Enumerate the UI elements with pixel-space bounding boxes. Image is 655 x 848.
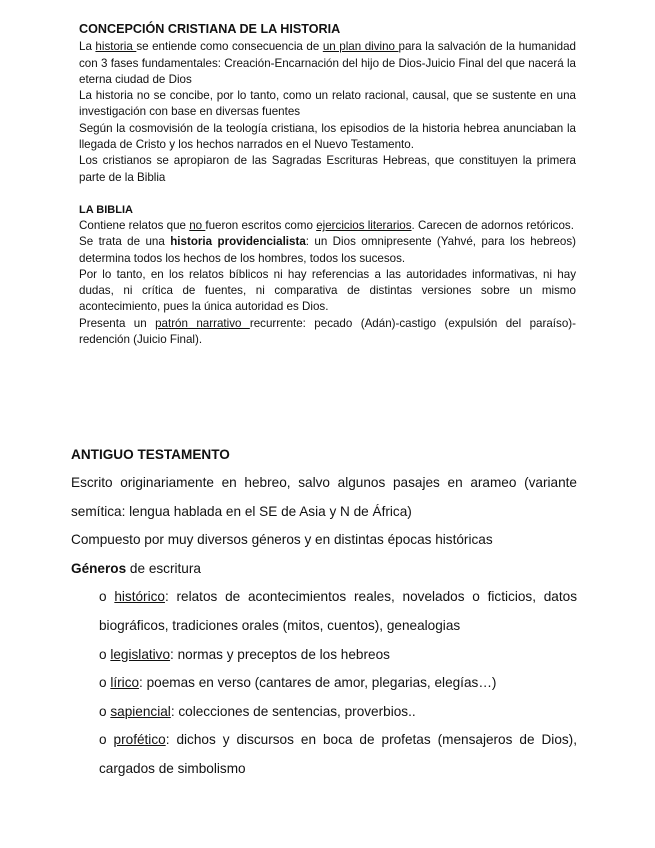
paragraph-no-racional: La historia no se concibe, por lo tanto, como un relato racional, causal, que se sustente en una investigación con base en diversas fuentes bbox=[79, 89, 576, 119]
bold-term-providencialista: historia providencialista bbox=[170, 235, 306, 249]
genre-item-historico bbox=[71, 583, 577, 640]
genre-desc: : colecciones de sentencias, proverbios.. bbox=[170, 703, 416, 719]
text: . Carecen de adornos retóricos. bbox=[411, 218, 574, 232]
genre-term: lírico bbox=[110, 675, 140, 691]
section-title-concepcion: CONCEPCIÓN CRISTIANA DE LA HISTORIA bbox=[79, 22, 341, 36]
underlined-term-plan-divino: un plan divino bbox=[322, 40, 399, 54]
genre-desc: : poemas en verso (cantares de amor, plegarias, elegías…) bbox=[139, 675, 497, 691]
underlined-term-patron: patrón narrativo bbox=[155, 316, 250, 330]
underlined-term-historia: historia bbox=[95, 40, 137, 54]
bullet-icon: o bbox=[99, 675, 111, 691]
genre-term: sapiencial bbox=[110, 703, 171, 719]
text: fueron escritos como bbox=[205, 218, 317, 232]
underlined-term-no: no bbox=[189, 218, 206, 232]
antiguo-testamento-section bbox=[71, 441, 577, 784]
text: Presenta un bbox=[79, 316, 156, 330]
genre-item-profetico bbox=[71, 726, 577, 783]
paragraph-cosmovision: Según la cosmovisión de la teología cristiana, los episodios de la historia hebrea anunciaban la llegada de Cristo y los hechos narrados en el Nuevo Testamento. bbox=[79, 121, 576, 152]
paragraph-providencialista bbox=[79, 234, 576, 267]
bullet-icon: o bbox=[99, 703, 111, 719]
paragraph-compuesto: Compuesto por muy diversos géneros y en distintas épocas históricas bbox=[71, 532, 493, 548]
section-title-antiguo-testamento: ANTIGUO TESTAMENTO bbox=[71, 447, 230, 462]
paragraph-hebreo: Escrito originariamente en hebreo, salvo algunos pasajes en arameo (variante semítica: lengua hablada en el SE de Asia y N de África) bbox=[71, 475, 577, 519]
paragraph-historia bbox=[79, 39, 576, 88]
text: recurrente: pecado (Adán)-castigo (expulsión del paraíso)-redención (Juicio Final). bbox=[79, 316, 576, 347]
genre-desc: : dichos y discursos en boca de profetas (mensajeros de Dios), cargados de simbolismo bbox=[99, 732, 577, 776]
paragraph-autoridades: Por lo tanto, en los relatos bíblicos ni hay referencias a las autoridades informativas, ni hay dudas, ni crítica de fuentes, ni comparativa de distintas versiones sobre un mismo acontecimiento, pues la única autoridad es Dios. bbox=[79, 267, 576, 314]
genre-term: profético bbox=[113, 732, 166, 748]
text: Contiene relatos que bbox=[79, 218, 190, 232]
section-title-biblia: LA BIBLIA bbox=[79, 203, 133, 216]
text: se entiende como consecuencia de bbox=[136, 40, 323, 54]
text: para la salvación de la humanidad con 3 fases fundamentales: Creación-Encarnación del hijo de Dios-Juicio Final del que nacerá la eterna ciudad de Dios bbox=[79, 40, 576, 86]
bullet-icon: o bbox=[99, 589, 115, 605]
genre-item-sapiencial bbox=[71, 698, 577, 727]
text: de escritura bbox=[126, 560, 201, 576]
text: Se trata de una bbox=[79, 235, 171, 249]
text: : un Dios omnipresente (Yahvé, para los hebreos) determina todos los hechos de los hombres, todos los sucesos. bbox=[79, 235, 576, 265]
paragraph-patron bbox=[79, 316, 576, 349]
bullet-icon: o bbox=[99, 732, 114, 748]
genre-desc: : relatos de acontecimientos reales, novelados o ficticios, datos biográficos, tradiciones orales (mitos, cuentos), genealogias bbox=[99, 589, 578, 633]
genre-item-lirico bbox=[71, 669, 577, 698]
paragraph-generos bbox=[71, 555, 577, 584]
bullet-icon: o bbox=[99, 646, 111, 662]
genre-desc: : normas y preceptos de los hebreos bbox=[170, 646, 390, 662]
text: La bbox=[79, 40, 96, 54]
genre-term: legislativo bbox=[110, 646, 171, 662]
genre-item-legislativo bbox=[71, 641, 577, 670]
paragraph-cristianos: Los cristianos se apropiaron de las Sagradas Escrituras Hebreas, que constituyen la primera parte de la Biblia bbox=[79, 154, 576, 184]
underlined-term-ejercicios: ejercicios literarios bbox=[316, 218, 412, 232]
concepcion-cristiana-section bbox=[79, 21, 576, 348]
genre-term: histórico bbox=[114, 589, 165, 605]
bold-generos: Géneros bbox=[71, 560, 127, 576]
paragraph-relatos bbox=[79, 218, 576, 234]
